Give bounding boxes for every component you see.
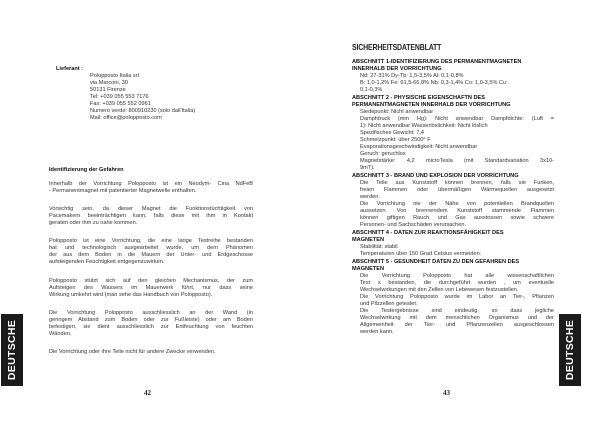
section-line: ABSCHNITT 1-IDENTIFIZIERUNG DES PERMANENTMAGNETEN (352, 59, 522, 65)
address-line: Mail: office@polopposto.com (90, 115, 162, 121)
section-line: Dampfdruck (mm Hg): Nicht anwendbar Dampfdichte: (Luft = (360, 116, 554, 122)
paragraph-line: Die Vorrichtung oder ihre Teile nicht für andere Zwecke verwenden. (49, 349, 216, 355)
section-line: 9mT). (360, 165, 375, 171)
section-text (360, 273, 554, 336)
section-line: Wechselwirkungen mit den Zellen von Lebewesen festzustellen. (360, 287, 519, 293)
section-line: Stabilität: stabil (360, 244, 398, 250)
sheet-title: SICHERHEITSDATENBLATT (352, 42, 442, 52)
section-line: INNERHALB DER VORRICHTUNG (352, 66, 442, 72)
paragraph-line: der aus dem Boden in die Mauern der Unter- und Erdgeschosse (49, 252, 253, 258)
section-text (360, 109, 554, 172)
section-line: aussetzen. Von brennendem Kunststoff stammende Flammen (360, 208, 554, 214)
section-line: ABSCHNITT 2 - PHYSISCHE EIGENSCHAFTN DES (352, 95, 486, 101)
section-line: Die Teile aus Kunststoff können brennen, falls sie Funken, (360, 180, 554, 186)
section-line: MAGNETEN (352, 237, 385, 243)
section-line: 1): Nicht anwendbar Wasserlöslichkeit: Nicht löslich (360, 123, 488, 129)
address-line: Polopposto Italia srl (90, 73, 139, 79)
section-heading (352, 230, 554, 244)
section-line: freien Flammen oder übermäßigen Wärmequellen ausgesetzt (360, 187, 554, 193)
address-line: 50131 Firenze (90, 87, 126, 93)
hazard-heading: Identifizierung der Gefahren (49, 167, 124, 173)
paragraph-line: Vorsichtig sein, da dieser Magnet die Funktionstüchtigkeit von (49, 206, 253, 212)
section-line: Allgemeinheit der Tier- und Pflanzenzellen ausgeschlossen (360, 322, 554, 328)
section-line: Die Vorrichtung Polopposto hat alle wissenschaftlichen (360, 273, 554, 279)
paragraph (49, 349, 253, 356)
page-number: 42 (144, 389, 151, 397)
section-line: Geruch: geruchlos (360, 151, 406, 157)
section-line: ABSCHNITT 3 - BRAND UND EXPLOSION DER VORRICHTUNG (352, 173, 519, 179)
section-line: Schmelzpunkt: über 2500° F (360, 137, 431, 143)
supplier-address (90, 73, 195, 122)
section-line: Die Vorrichtung nie der Nähe von potentiellen Brandquellen (360, 201, 554, 207)
section-line: B: 1,0-1,2% Fe: 61,5-66,8% Nb: 0,3-1,4% Co: 1,0-3,5% Cu: (360, 80, 508, 86)
section-line: Temperaturen über 150 Grad Celsius vermeiden. (360, 251, 482, 257)
paragraph-line: Polopposto ist eine Vorrichtung, die eine lange Testreihe bestanden (49, 238, 253, 244)
section-line: Siedepunkt: Nicht anwendbar (360, 109, 434, 115)
section-line: PERMANENTMAGNETEN INNERHALB DER VORRICHTUNG (352, 102, 511, 108)
paragraph (49, 310, 253, 338)
paragraph-line: Wirkung umkehrt wird (man sehe das Handbuch von Polopposto). (49, 292, 213, 298)
section-line: können giftigen Rauch und Gas ausstossen sowie schwere (360, 215, 554, 221)
address-line: Tel: +039 055 553 7176 (90, 94, 149, 100)
section-line: Spezifisches Gewicht: 7,4 (360, 130, 425, 136)
section-text (360, 180, 554, 229)
section-line: werden. (360, 194, 380, 200)
section-line: ABSCHNITT 5 - GESUNDHEIT DATEN ZU DEN GEFAHREN DES (352, 259, 520, 265)
paragraph-line: Innerhalb der Vorrichtung Polopposto ist ein Neodym- Cina NdFeB (49, 181, 253, 187)
supplier-heading: Lieferant : (56, 66, 84, 72)
section-heading (352, 59, 554, 73)
paragraph-line: Polopposto stützt sich auf den gleichen Mechanismus, der zum (49, 278, 253, 284)
paragraph-line: hat und technologisch ausgearbeitet wurde, um dem Phänomen (49, 245, 253, 251)
section-line: Nd: 27-31% Dy-Tb: 1,5-3,5% Al: 0,1-0,8% (360, 73, 464, 79)
section-line: Evaporationsgeschwindigkeit: Nicht anwendbar (360, 144, 478, 150)
paragraph-line: - Permanentmagnet mit patentierter Magnetwelle enthalten. (49, 188, 197, 194)
paragraph (49, 206, 253, 227)
section-heading (352, 259, 554, 273)
section-line: Wechselwirkung mit dem menschlichen Organismus und der (360, 315, 554, 321)
address-line: via Marconi, 30 (90, 80, 128, 86)
paragraph (49, 238, 253, 266)
section-line: Die Vorrichtung Polopposto wurde im Labor an Tier-, Pflanzen (360, 294, 554, 300)
paragraph-line: geraten oder ihm zu nahe kommen. (49, 220, 138, 226)
address-line: Fax: +039 055 552 0961 (90, 101, 151, 107)
paragraph-line: befestigen, sie dient ausschliesslich zur Entfeuchtung von feuchten (49, 324, 253, 330)
section-line: Die Testergebnisse sind eindeutig, so dass jegliche (360, 308, 554, 314)
paragraph (49, 181, 253, 195)
section-heading (352, 173, 554, 180)
section-line: werden kann. (360, 329, 394, 335)
section-heading (352, 95, 554, 109)
section-text (360, 244, 554, 258)
section-line: Personen- und Sachschäden verursachen. (360, 222, 467, 228)
right-page (300, 0, 600, 436)
section-line: Magnetstärke: 4,2 microTesla (mit Standardvariation 3x10- (360, 158, 554, 164)
paragraph-line: Pacemakern beeinträchtigen kann, falls diese mit ihm in Kontakt (49, 213, 253, 219)
section-line: MAGNETEN (352, 266, 385, 272)
paragraph-line: geringem Abstand zum Boden oder zur Fußleiste) oder am Boden (49, 317, 253, 323)
section-line: 0,1-0,3% (360, 87, 383, 93)
language-tab: DEUTSCHE (559, 314, 581, 386)
paragraph-line: aufsteigenden Feuchtigkeit entgegenzuwirken. (49, 259, 165, 265)
paragraph-line: Wänden. (49, 331, 72, 337)
address-line: Numero verde: 800910230 (solo dall'Italia) (90, 108, 196, 114)
section-line: Test s bestanden, die durchgeführt wurden , um eventuelle (360, 280, 554, 286)
language-tab: DEUTSCHE (1, 314, 23, 386)
section-text (360, 73, 554, 94)
section-line: und Pilzzellen getestet. (360, 301, 418, 307)
paragraph (49, 278, 253, 299)
section-line: ABSCHNITT 4 - DATEN ZUR REAKTIONSFÄHIGKEIT DES (352, 230, 504, 236)
paragraph-line: Die Vorrichtung Polopposto ausschliesslich an der Wand (in (49, 310, 253, 316)
paragraph-line: Aufsteigen des Wassers im Mauerwerk führt, nur dass seine (49, 285, 253, 291)
page-number: 43 (443, 389, 450, 397)
